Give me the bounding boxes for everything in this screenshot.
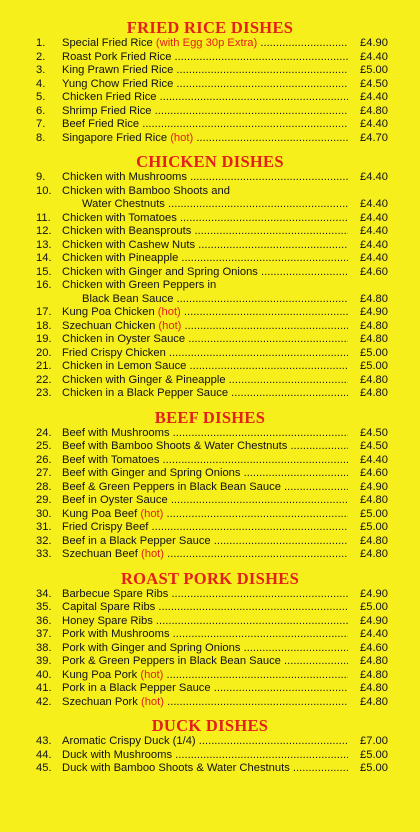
item-name-text: Fried Crispy Beef xyxy=(62,521,149,533)
item-name-text: Roast Pork Fried Rice xyxy=(62,50,172,63)
item-name xyxy=(62,682,348,696)
menu-item xyxy=(0,91,420,105)
item-name-text: Chicken with Bamboo Shoots and xyxy=(62,184,230,197)
item-name-text: Duck with Mushrooms xyxy=(62,748,173,761)
menu-item xyxy=(0,682,420,696)
item-note: (hot) xyxy=(140,507,164,520)
item-note: (hot) xyxy=(170,131,194,144)
item-name xyxy=(62,51,348,65)
item-name xyxy=(62,132,348,146)
item-price: £5.00 xyxy=(360,64,388,76)
item-name xyxy=(62,279,348,293)
menu-item xyxy=(0,333,420,347)
section-gap xyxy=(0,562,420,569)
item-name xyxy=(62,494,348,508)
section-title: CHICKEN DISHES xyxy=(136,152,284,171)
item-price: £4.80 xyxy=(360,387,388,399)
item-name-text: Barbecue Spare Ribs xyxy=(62,587,169,600)
item-name-text: Capital Spare Ribs xyxy=(62,601,156,613)
item-name xyxy=(62,64,348,78)
item-price: £4.80 xyxy=(360,695,388,708)
item-price: £4.40 xyxy=(360,225,388,237)
item-name xyxy=(62,91,348,105)
item-price: £4.90 xyxy=(360,37,388,49)
item-number: 35. xyxy=(36,601,52,613)
item-number: 39. xyxy=(36,655,52,667)
item-number: 25. xyxy=(36,440,52,452)
item-price: £4.80 xyxy=(360,548,388,560)
item-price: £4.60 xyxy=(360,641,388,654)
item-price: £4.80 xyxy=(360,655,388,667)
item-name xyxy=(62,601,348,615)
item-name xyxy=(62,185,348,199)
item-name xyxy=(62,239,348,253)
item-price: £4.50 xyxy=(360,440,388,452)
item-number: 18. xyxy=(36,319,52,332)
item-name xyxy=(62,628,348,642)
menu-item xyxy=(0,440,420,454)
item-name-text: Pork with Ginger and Spring Onions xyxy=(62,641,241,654)
item-name-text: Pork & Green Peppers in Black Bean Sauce xyxy=(62,655,281,667)
item-name-text: Pork in a Black Pepper Sauce xyxy=(62,682,211,694)
item-number: 27. xyxy=(36,467,52,479)
item-number: 12. xyxy=(36,225,52,237)
menu-item xyxy=(0,548,420,562)
item-price: £5.00 xyxy=(360,762,388,774)
menu-item xyxy=(0,521,420,535)
item-number: 30. xyxy=(36,507,52,520)
item-name-text: Beef with Bamboo Shoots & Water Chestnuts xyxy=(62,440,288,452)
menu-item xyxy=(0,508,420,522)
item-name-text: Yung Chow Fried Rice xyxy=(62,77,174,90)
item-price: £4.80 xyxy=(360,333,388,345)
item-number: 13. xyxy=(36,238,52,251)
menu-item xyxy=(0,185,420,199)
item-price: £4.90 xyxy=(360,587,388,600)
item-name xyxy=(62,252,348,266)
item-price: £5.00 xyxy=(360,360,388,372)
menu-item xyxy=(0,427,420,441)
item-name-text: Beef Fried Rice xyxy=(62,118,140,130)
menu-item xyxy=(0,481,420,495)
item-name-text: Chicken with Cashew Nuts xyxy=(62,238,196,251)
section-title: ROAST PORK DISHES xyxy=(120,568,300,588)
item-name-text: Special Fried Rice xyxy=(62,37,153,49)
item-name xyxy=(62,642,348,656)
item-name xyxy=(62,521,348,535)
item-name-text: King Prawn Fried Rice xyxy=(62,64,174,76)
item-name-text: Chicken with Beansprouts xyxy=(62,225,192,237)
item-name xyxy=(62,454,348,468)
item-name-text: Chicken with Green Peppers in xyxy=(62,279,217,291)
item-price: £4.40 xyxy=(360,628,388,640)
item-note: (with Egg 30p Extra) xyxy=(155,37,258,49)
menu-item xyxy=(0,118,420,132)
item-name xyxy=(62,467,348,481)
item-price: £4.50 xyxy=(360,426,388,439)
section-gap xyxy=(0,709,420,716)
menu-item xyxy=(0,78,420,92)
menu-item xyxy=(0,669,420,683)
item-price: £5.00 xyxy=(360,346,388,359)
menu-item xyxy=(0,239,420,253)
item-name-text: Chicken with Mushrooms xyxy=(62,171,187,183)
item-name-text: Beef in Oyster Sauce xyxy=(62,494,168,506)
menu-item xyxy=(0,64,420,78)
item-name-text: Kung Poa Beef xyxy=(62,507,138,520)
item-number: 19. xyxy=(36,333,52,345)
item-name-text: Chicken in a Black Pepper Sauce xyxy=(62,387,229,399)
item-price: £5.00 xyxy=(360,521,388,533)
menu-item xyxy=(0,225,420,239)
item-number: 4. xyxy=(36,77,46,90)
item-price: £4.40 xyxy=(360,118,388,130)
item-number: 32. xyxy=(36,534,52,547)
item-name-text: Chicken with Ginger & Pineapple xyxy=(62,373,226,386)
item-name-continued: Water Chestnuts ..... xyxy=(82,198,348,212)
menu-item xyxy=(0,494,420,508)
item-price: £4.40 xyxy=(360,91,388,103)
item-name-text: Szechuan Pork xyxy=(62,695,138,708)
item-price: £4.40 xyxy=(360,171,388,183)
section-title: FRIED RICE DISHES xyxy=(126,18,294,37)
item-name xyxy=(62,749,348,763)
menu-item xyxy=(0,467,420,481)
item-name-text: Singapore Fried Rice xyxy=(62,131,168,144)
item-price: £4.90 xyxy=(360,306,388,318)
item-price: £4.70 xyxy=(360,131,388,144)
item-name xyxy=(62,347,348,361)
item-number: 3. xyxy=(36,64,46,76)
item-name xyxy=(62,320,348,334)
item-price: £4.80 xyxy=(360,104,388,117)
item-number: 7. xyxy=(36,118,46,130)
item-price: £4.80 xyxy=(360,668,388,681)
item-price: £4.40 xyxy=(360,238,388,251)
item-number: 36. xyxy=(36,614,52,627)
item-price: £4.40 xyxy=(360,198,388,210)
menu-item xyxy=(0,37,420,51)
menu-item xyxy=(0,615,420,629)
item-note: (hot) xyxy=(141,548,165,560)
menu-item-continuation xyxy=(0,198,420,212)
menu-item xyxy=(0,347,420,361)
item-name-text: Kung Poa Chicken xyxy=(62,306,155,318)
item-name xyxy=(62,427,348,441)
menu-item xyxy=(0,655,420,669)
item-name xyxy=(62,548,348,562)
item-name-text: Chicken with Ginger and Spring Onions xyxy=(62,265,258,278)
item-name-text: Honey Spare Ribs xyxy=(62,614,153,627)
item-price: £4.80 xyxy=(360,494,388,506)
item-note: (hot) xyxy=(158,319,182,332)
item-name xyxy=(62,266,348,280)
menu-item-continuation xyxy=(0,293,420,307)
menu-item xyxy=(0,749,420,763)
item-name xyxy=(62,696,348,710)
menu-item xyxy=(0,360,420,374)
item-number: 43. xyxy=(36,735,52,747)
item-name-text: Beef in a Black Pepper Sauce xyxy=(62,534,211,547)
item-name xyxy=(62,78,348,92)
item-number: 37. xyxy=(36,628,52,640)
menu-item xyxy=(0,374,420,388)
item-price: £7.00 xyxy=(360,735,388,747)
item-number: 5. xyxy=(36,91,46,103)
item-name xyxy=(62,306,348,320)
item-price: £4.40 xyxy=(360,211,388,224)
menu-item xyxy=(0,252,420,266)
item-number: 23. xyxy=(36,387,52,399)
item-number: 33. xyxy=(36,548,52,560)
item-name xyxy=(62,37,348,51)
item-name xyxy=(62,440,348,454)
menu-item xyxy=(0,735,420,749)
item-price: £4.60 xyxy=(360,265,388,278)
item-number: 41. xyxy=(36,682,52,694)
item-price: £4.80 xyxy=(360,292,388,305)
item-note: (hot) xyxy=(140,668,164,681)
item-name-text: Pork with Mushrooms xyxy=(62,628,170,640)
item-price: £4.60 xyxy=(360,467,388,479)
item-name-text: Duck with Bamboo Shoots & Water Chestnuts xyxy=(62,762,290,774)
item-name xyxy=(62,508,348,522)
item-price: £4.80 xyxy=(360,373,388,386)
menu-item xyxy=(0,387,420,401)
item-number: 45. xyxy=(36,762,52,774)
item-name-text: Aromatic Crispy Duck (1/4) xyxy=(62,735,196,747)
item-number: 6. xyxy=(36,104,46,117)
menu-item xyxy=(0,535,420,549)
item-number: 14. xyxy=(36,252,52,264)
item-price: £4.90 xyxy=(360,480,388,493)
item-number: 40. xyxy=(36,668,52,681)
item-name xyxy=(62,762,348,776)
menu-item xyxy=(0,279,420,293)
item-price: £4.80 xyxy=(360,682,388,694)
item-price: £4.90 xyxy=(360,614,388,627)
menu-item xyxy=(0,454,420,468)
item-name xyxy=(62,655,348,669)
item-number: 1. xyxy=(36,37,46,49)
menu-item xyxy=(0,588,420,602)
item-name xyxy=(62,360,348,374)
item-number: 28. xyxy=(36,480,52,493)
item-number: 21. xyxy=(36,360,52,372)
item-number: 2. xyxy=(36,50,46,63)
menu-item xyxy=(0,132,420,146)
item-note: (hot) xyxy=(140,695,164,708)
item-name xyxy=(62,333,348,347)
item-price: £4.80 xyxy=(360,319,388,332)
item-number: 17. xyxy=(36,306,52,318)
item-number: 20. xyxy=(36,346,52,359)
item-price: £5.00 xyxy=(360,601,388,613)
item-note: (hot) xyxy=(157,306,181,318)
menu-item xyxy=(0,696,420,710)
item-price: £5.00 xyxy=(360,748,388,761)
item-number: 31. xyxy=(36,521,52,533)
item-number: 10. xyxy=(36,184,52,197)
item-name-text: Beef with Tomatoes xyxy=(62,453,160,466)
menu-item xyxy=(0,51,420,65)
item-name-text: Szechuan Chicken xyxy=(62,319,156,332)
item-price: £4.40 xyxy=(360,50,388,63)
item-name-text: Beef with Ginger and Spring Onions xyxy=(62,467,241,479)
item-name-text: Shrimp Fried Rice xyxy=(62,104,152,117)
item-price: £4.40 xyxy=(360,453,388,466)
item-name-text: Kung Poa Pork xyxy=(62,668,138,681)
item-number: 42. xyxy=(36,695,52,708)
item-number: 22. xyxy=(36,373,52,386)
menu-item xyxy=(0,762,420,776)
item-name xyxy=(62,735,348,749)
menu-item xyxy=(0,212,420,226)
item-name xyxy=(62,212,348,226)
item-name xyxy=(62,225,348,239)
item-number: 24. xyxy=(36,426,52,439)
item-name xyxy=(62,481,348,495)
item-name-text: Beef & Green Peppers in Black Bean Sauce xyxy=(62,480,281,493)
item-number: 38. xyxy=(36,641,52,654)
item-price: £5.00 xyxy=(360,507,388,520)
item-number: 34. xyxy=(36,587,52,600)
menu-item xyxy=(0,306,420,320)
item-number: 29. xyxy=(36,494,52,506)
item-name-text: Fried Crispy Chicken xyxy=(62,346,166,359)
menu-item xyxy=(0,642,420,656)
item-name-text: Chicken with Tomatoes xyxy=(62,211,177,224)
item-number: 11. xyxy=(36,211,51,224)
item-name xyxy=(62,615,348,629)
item-number: 9. xyxy=(36,171,46,183)
item-name xyxy=(62,535,348,549)
item-name-text: Chicken with Pineapple xyxy=(62,252,179,264)
menu-item xyxy=(0,601,420,615)
menu-item xyxy=(0,320,420,334)
item-name-text: Szechuan Beef xyxy=(62,548,138,560)
section-title: DUCK DISHES xyxy=(151,716,269,735)
item-name xyxy=(62,669,348,683)
item-name xyxy=(62,374,348,388)
section-gap xyxy=(0,145,420,152)
item-number: 15. xyxy=(36,265,52,278)
item-name xyxy=(62,588,348,602)
item-name xyxy=(62,118,348,132)
item-name-text: Beef with Mushrooms xyxy=(62,426,170,439)
item-name-text: Chicken Fried Rice xyxy=(62,91,157,103)
item-name-continued: Black Bean Sauce ..... xyxy=(82,293,348,307)
item-name xyxy=(62,387,348,401)
item-price: £4.80 xyxy=(360,534,388,547)
item-name xyxy=(62,105,348,119)
item-name-text: Chicken in Lemon Sauce xyxy=(62,360,187,372)
menu-item xyxy=(0,628,420,642)
menu-item xyxy=(0,171,420,185)
item-price: £4.40 xyxy=(360,252,388,264)
item-number: 44. xyxy=(36,748,52,761)
section-gap xyxy=(0,401,420,408)
item-number: 8. xyxy=(36,131,46,144)
item-number: 26. xyxy=(36,453,52,466)
item-price: £4.50 xyxy=(360,77,388,90)
item-number: 16. xyxy=(36,279,52,291)
item-name-text: Chicken in Oyster Sauce xyxy=(62,333,186,345)
item-name xyxy=(62,171,348,185)
section-title: BEEF DISHES xyxy=(154,407,266,427)
menu-item xyxy=(0,266,420,280)
menu-item xyxy=(0,105,420,119)
